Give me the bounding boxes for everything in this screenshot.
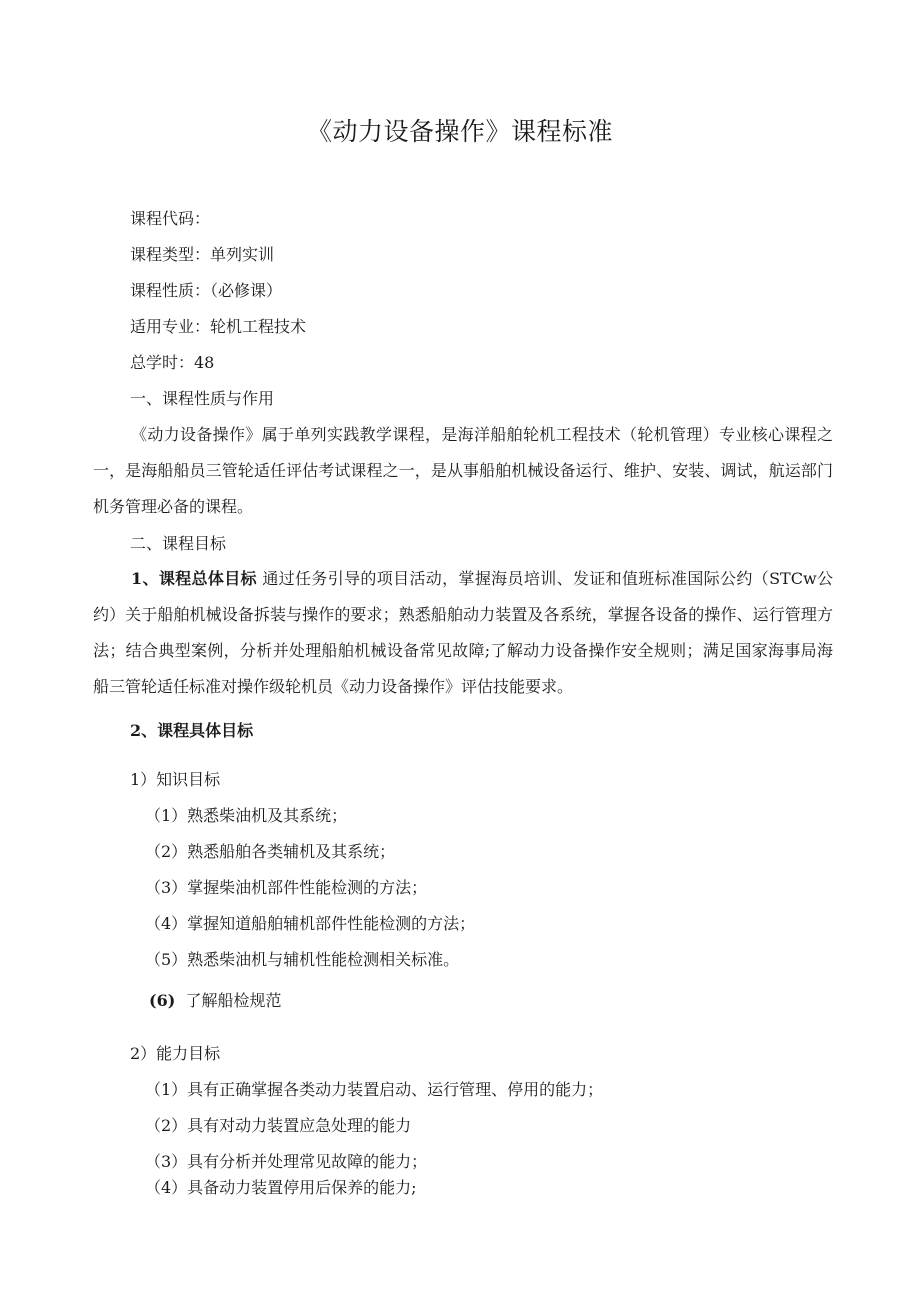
section2-heading: 二、课程目标: [130, 534, 227, 553]
knowledge-item-6-text: 了解船检规范: [185, 991, 282, 1010]
ability-item: （1）具有正确掌握各类动力装置启动、运行管理、停用的能力；: [145, 1080, 604, 1099]
overall-objective-label: 1、课程总体目标: [131, 569, 257, 588]
knowledge-item: （1）熟悉柴油机及其系统；: [145, 806, 348, 825]
specific-objectives-heading: 2、课程具体目标: [130, 721, 254, 740]
ability-item: （3）具有分析并处理常见故障的能力；: [145, 1152, 428, 1171]
knowledge-item: （4）掌握知道船舶辅机部件性能检测的方法；: [145, 914, 476, 933]
section1-heading: 一、课程性质与作用: [130, 389, 275, 408]
overall-objective-body: 通过任务引导的项目活动，掌握海员培训、发证和值班标准国际公约（STCw公约）关于船舶机械设备拆装与操作的要求；熟悉船舶动力装置及各系统，掌握各设备的操作、运行管理方法；结合典型案例，分析并处理船舶机械设备常见故障;了解动力设备操作安全规则；满足国家海事局海船三管轮适任标准对操作级轮机员《动力设备操作》评估技能要求。: [93, 569, 833, 696]
ability-item: （4）具备动力装置停用后保养的能力;: [145, 1178, 417, 1197]
knowledge-item-6: [149, 988, 281, 1011]
ability-item: （2）具有对动力装置应急处理的能力: [145, 1116, 412, 1135]
applicable-major: 适用专业：轮机工程技术: [130, 317, 307, 336]
overall-objective-paragraph: [93, 561, 833, 705]
page-title: 《动力设备操作》课程标准: [306, 117, 613, 146]
total-hours: 总学时：48: [130, 353, 215, 372]
course-code: 课程代码：: [130, 209, 211, 228]
course-nature: 课程性质：（必修课）: [130, 281, 283, 300]
knowledge-item: （2）熟悉船舶各类辅机及其系统；: [145, 842, 396, 861]
ability-heading: 2）能力目标: [130, 1044, 221, 1063]
course-type: 课程类型：单列实训: [130, 245, 275, 264]
knowledge-heading: 1）知识目标: [130, 770, 221, 789]
knowledge-item-6-number: (6): [149, 991, 176, 1010]
knowledge-item: （3）掌握柴油机部件性能检测的方法；: [145, 878, 428, 897]
knowledge-item: （5）熟悉柴油机与辅机性能检测相关标准。: [145, 950, 460, 969]
section1-body: 《动力设备操作》属于单列实践教学课程，是海洋船舶轮机工程技术（轮机管理）专业核心课程之一，是海船船员三管轮适任评估考试课程之一，是从事船舶机械设备运行、维护、安装、调试，航运部门机务管理必备的课程。: [93, 425, 833, 516]
